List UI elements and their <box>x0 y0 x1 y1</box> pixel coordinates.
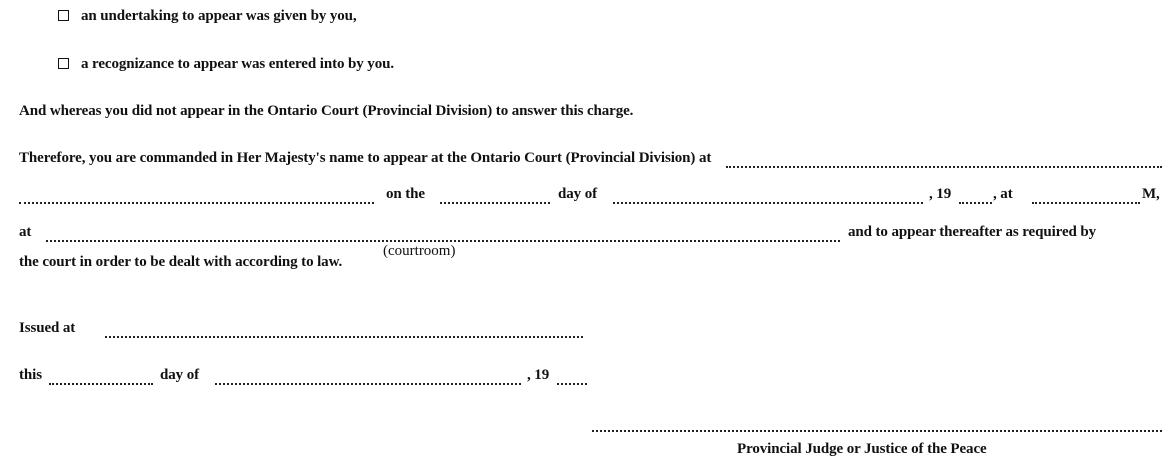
meridiem-text: M, <box>1142 186 1160 202</box>
issued-month-field[interactable] <box>215 383 521 385</box>
command-closing-text: the court in order to be dealt with according to law. <box>19 254 343 270</box>
issued-day-of-label: day of <box>160 367 199 383</box>
at-text: at <box>19 224 32 240</box>
undertaking-label: an undertaking to appear was given by you, <box>81 8 357 24</box>
issued-at-label: Issued at <box>19 320 76 336</box>
whereas-paragraph: And whereas you did not appear in the Ontario Court (Provincial Division) to answer this charge. <box>19 103 634 119</box>
appearance-year-field[interactable] <box>959 202 992 204</box>
recognizance-checkbox[interactable] <box>58 58 69 69</box>
on-the-text: on the <box>386 186 425 202</box>
court-location-field[interactable] <box>726 166 1162 168</box>
checkbox-option-undertaking <box>58 8 357 25</box>
appearance-month-field[interactable] <box>613 202 923 204</box>
checkbox-option-recognizance <box>58 56 394 73</box>
signature-field[interactable] <box>592 430 1162 432</box>
day-of-text: day of <box>558 186 597 202</box>
undertaking-checkbox[interactable] <box>58 10 69 21</box>
recognizance-label: a recognizance to appear was entered into by you. <box>81 56 395 72</box>
courtroom-caption: (courtroom) <box>383 243 456 259</box>
appearance-day-field[interactable] <box>440 202 550 204</box>
year-prefix-text: , 19 <box>929 186 952 202</box>
appear-thereafter-text: and to appear thereafter as required by <box>848 224 1097 240</box>
command-text: Therefore, you are commanded in Her Majesty's name to appear at the Ontario Court (Provincial Division) at <box>19 150 712 166</box>
issued-day-field[interactable] <box>49 383 153 385</box>
appearance-time-field[interactable] <box>1032 202 1140 204</box>
court-address-field[interactable] <box>19 202 374 204</box>
this-label: this <box>19 367 42 383</box>
issued-at-field[interactable] <box>105 336 583 338</box>
signature-caption: Provincial Judge or Justice of the Peace <box>737 441 987 457</box>
courtroom-field[interactable] <box>46 240 840 242</box>
issued-year-field[interactable] <box>557 383 587 385</box>
at-time-text: , at <box>993 186 1013 202</box>
issued-year-prefix: , 19 <box>527 367 550 383</box>
